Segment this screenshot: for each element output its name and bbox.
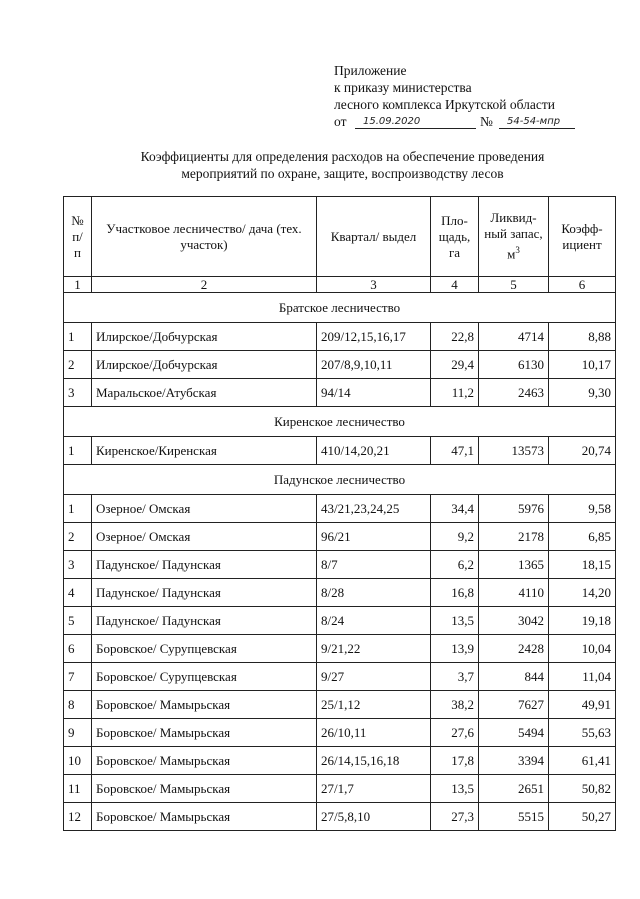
row-section: Киренское/Киренская — [92, 437, 317, 465]
row-area: 13,5 — [431, 607, 479, 635]
row-section: Боровское/ Мамырьская — [92, 775, 317, 803]
row-section: Озерное/ Омская — [92, 495, 317, 523]
row-coef: 10,04 — [549, 635, 616, 663]
row-section: Падунское/ Падунская — [92, 579, 317, 607]
row-kvartal: 27/1,7 — [317, 775, 431, 803]
order-number-field — [499, 113, 575, 129]
row-kvartal: 9/27 — [317, 663, 431, 691]
row-kvartal: 26/14,15,16,18 — [317, 747, 431, 775]
table-row — [64, 775, 616, 803]
row-stock: 4714 — [479, 323, 549, 351]
document-title — [90, 148, 595, 182]
row-kvartal: 8/28 — [317, 579, 431, 607]
header-section: Участковое лесничество/ дача (тех. участок) — [92, 197, 317, 277]
row-coef: 11,04 — [549, 663, 616, 691]
row-number: 6 — [64, 635, 92, 663]
row-area: 3,7 — [431, 663, 479, 691]
header-area: Пло-щадь, га — [431, 197, 479, 277]
row-number: 11 — [64, 775, 92, 803]
order-date-field — [355, 113, 476, 129]
row-area: 16,8 — [431, 579, 479, 607]
table-row — [64, 691, 616, 719]
row-area: 47,1 — [431, 437, 479, 465]
column-number-cell: 3 — [317, 277, 431, 293]
appendix-line-1: Приложение — [334, 63, 407, 78]
row-section: Озерное/ Омская — [92, 523, 317, 551]
table-row — [64, 523, 616, 551]
column-number-cell: 5 — [479, 277, 549, 293]
row-kvartal: 96/21 — [317, 523, 431, 551]
row-number: 12 — [64, 803, 92, 831]
row-section: Илирское/Добчурская — [92, 351, 317, 379]
row-number: 1 — [64, 495, 92, 523]
row-area: 11,2 — [431, 379, 479, 407]
table-row — [64, 607, 616, 635]
row-coef: 19,18 — [549, 607, 616, 635]
row-number: 7 — [64, 663, 92, 691]
appendix-line-2: к приказу министерства — [334, 80, 472, 95]
row-kvartal: 207/8,9,10,11 — [317, 351, 431, 379]
group-name: Падунское лесничество — [64, 465, 616, 495]
row-stock: 5494 — [479, 719, 549, 747]
header-coef: Коэфф-ициент — [549, 197, 616, 277]
row-coef: 9,58 — [549, 495, 616, 523]
row-section: Боровское/ Мамырьская — [92, 691, 317, 719]
row-area: 9,2 — [431, 523, 479, 551]
row-coef: 9,30 — [549, 379, 616, 407]
table-row — [64, 579, 616, 607]
row-coef: 50,82 — [549, 775, 616, 803]
row-stock: 2463 — [479, 379, 549, 407]
order-date-label: от — [334, 114, 347, 129]
row-area: 13,9 — [431, 635, 479, 663]
column-number-cell: 6 — [549, 277, 616, 293]
row-number: 4 — [64, 579, 92, 607]
header-num: № п/ п — [64, 197, 92, 277]
table-row — [64, 747, 616, 775]
row-kvartal: 26/10,11 — [317, 719, 431, 747]
document-title-line-2: мероприятий по охране, защите, воспроизводству лесов — [181, 166, 504, 181]
row-area: 17,8 — [431, 747, 479, 775]
row-stock: 13573 — [479, 437, 549, 465]
row-area: 34,4 — [431, 495, 479, 523]
row-stock: 4110 — [479, 579, 549, 607]
table-row — [64, 351, 616, 379]
column-numbers-row — [64, 277, 616, 293]
order-number-label: № — [480, 114, 493, 129]
order-number-handwritten: 54-54-мпр — [507, 116, 561, 127]
column-number-cell: 4 — [431, 277, 479, 293]
row-number: 1 — [64, 323, 92, 351]
group-name: Братское лесничество — [64, 293, 616, 323]
row-coef: 50,27 — [549, 803, 616, 831]
row-area: 27,3 — [431, 803, 479, 831]
row-section: Падунское/ Падунская — [92, 551, 317, 579]
row-kvartal: 25/1,12 — [317, 691, 431, 719]
table-row — [64, 635, 616, 663]
row-number: 9 — [64, 719, 92, 747]
row-stock: 844 — [479, 663, 549, 691]
header-stock — [479, 197, 549, 277]
column-number-cell: 2 — [92, 277, 317, 293]
document-title-line-1: Коэффициенты для определения расходов на обеспечение проведения — [140, 149, 545, 164]
row-number: 8 — [64, 691, 92, 719]
row-area: 13,5 — [431, 775, 479, 803]
row-stock: 6130 — [479, 351, 549, 379]
row-section: Маральское/Атубская — [92, 379, 317, 407]
appendix-line-3: лесного комплекса Иркутской области — [334, 97, 555, 112]
row-number: 10 — [64, 747, 92, 775]
row-kvartal: 9/21,22 — [317, 635, 431, 663]
row-stock: 5976 — [479, 495, 549, 523]
row-area: 22,8 — [431, 323, 479, 351]
header-kvartal: Квартал/ выдел — [317, 197, 431, 277]
row-coef: 10,17 — [549, 351, 616, 379]
table-row — [64, 495, 616, 523]
row-number: 2 — [64, 523, 92, 551]
row-kvartal: 43/21,23,24,25 — [317, 495, 431, 523]
coefficients-table — [63, 196, 616, 831]
row-section: Падунское/ Падунская — [92, 607, 317, 635]
group-name: Киренское лесничество — [64, 407, 616, 437]
row-stock: 7627 — [479, 691, 549, 719]
appendix-block — [334, 62, 561, 131]
row-kvartal: 27/5,8,10 — [317, 803, 431, 831]
order-reference — [334, 113, 561, 131]
row-section: Боровское/ Мамырьская — [92, 747, 317, 775]
row-coef: 55,63 — [549, 719, 616, 747]
row-stock: 5515 — [479, 803, 549, 831]
row-area: 27,6 — [431, 719, 479, 747]
row-coef: 14,20 — [549, 579, 616, 607]
row-stock: 1365 — [479, 551, 549, 579]
row-coef: 6,85 — [549, 523, 616, 551]
row-section: Боровское/ Мамырьская — [92, 803, 317, 831]
row-kvartal: 8/24 — [317, 607, 431, 635]
row-number: 3 — [64, 551, 92, 579]
table-row — [64, 379, 616, 407]
row-kvartal: 209/12,15,16,17 — [317, 323, 431, 351]
row-number: 2 — [64, 351, 92, 379]
group-header-row — [64, 293, 616, 323]
row-stock: 2428 — [479, 635, 549, 663]
group-header-row — [64, 407, 616, 437]
row-area: 6,2 — [431, 551, 479, 579]
row-coef: 49,91 — [549, 691, 616, 719]
row-coef: 61,41 — [549, 747, 616, 775]
row-section: Боровское/ Сурупцевская — [92, 635, 317, 663]
row-coef: 20,74 — [549, 437, 616, 465]
table-row — [64, 323, 616, 351]
row-area: 29,4 — [431, 351, 479, 379]
order-date-handwritten: 15.09.2020 — [363, 116, 421, 127]
row-section: Илирское/Добчурская — [92, 323, 317, 351]
group-header-row — [64, 465, 616, 495]
row-section: Боровское/ Сурупцевская — [92, 663, 317, 691]
table-row — [64, 719, 616, 747]
row-area: 38,2 — [431, 691, 479, 719]
table-row — [64, 551, 616, 579]
header-stock-text: Ликвид-ный запас, м — [484, 210, 543, 262]
table-header-row — [64, 197, 616, 277]
table-row — [64, 437, 616, 465]
row-coef: 8,88 — [549, 323, 616, 351]
row-kvartal: 94/14 — [317, 379, 431, 407]
row-stock: 2651 — [479, 775, 549, 803]
row-number: 3 — [64, 379, 92, 407]
table-row — [64, 803, 616, 831]
row-stock: 3394 — [479, 747, 549, 775]
row-section: Боровское/ Мамырьская — [92, 719, 317, 747]
row-coef: 18,15 — [549, 551, 616, 579]
column-number-cell: 1 — [64, 277, 92, 293]
row-kvartal: 410/14,20,21 — [317, 437, 431, 465]
row-kvartal: 8/7 — [317, 551, 431, 579]
row-stock: 2178 — [479, 523, 549, 551]
table-row — [64, 663, 616, 691]
header-stock-sup: 3 — [515, 245, 520, 256]
row-number: 5 — [64, 607, 92, 635]
row-stock: 3042 — [479, 607, 549, 635]
row-number: 1 — [64, 437, 92, 465]
